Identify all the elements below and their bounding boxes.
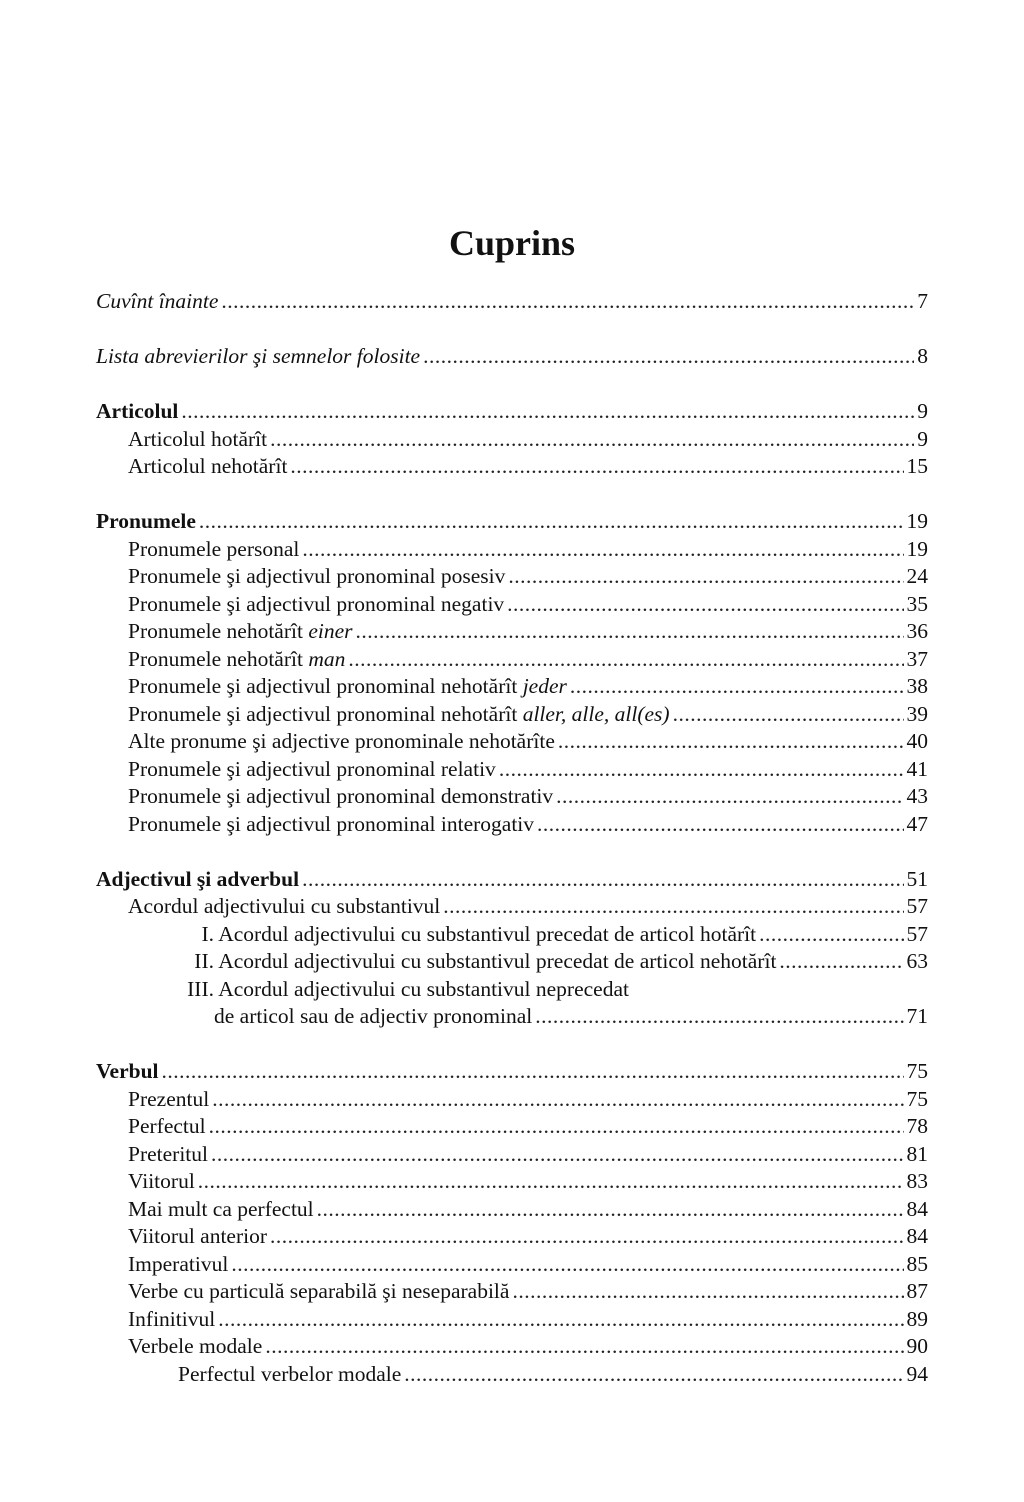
toc-entry-label: Perfectul verbelor modale [178,1361,402,1386]
toc-entry-continuation[interactable] [96,1003,928,1031]
dot-leader [348,646,903,674]
toc-section[interactable] [96,508,928,536]
toc-entry[interactable] [96,453,928,481]
dot-leader [265,1333,903,1361]
roman-numeral: III. [187,976,214,1001]
toc-page-number: 71 [906,1004,928,1028]
toc-entry-label: Verbele modale [128,1334,263,1358]
dot-leader [302,536,903,564]
toc-entry-label-text: Acordul adjectivului cu substantivul precedat de articol nehotărît [218,949,777,973]
table-of-contents [96,288,928,1388]
dot-leader [221,288,914,316]
toc-entry-label-italic: man [308,646,346,671]
toc-entry-label-text: Pronumele şi adjectivul pronominal nehotărît [128,701,518,726]
toc-entry[interactable] [96,1306,928,1334]
toc-entry[interactable] [96,948,928,976]
toc-entry[interactable] [96,1196,928,1224]
toc-entry-label: Pronumele personal [128,536,300,561]
toc-entry[interactable] [96,1223,928,1251]
toc-page-number: 35 [906,591,928,616]
toc-entry-label [162,921,756,949]
toc-page-number: 8 [917,344,928,368]
toc-page-number: 78 [906,1114,928,1138]
toc-entry-label [128,673,567,701]
toc-page-number: 57 [906,921,928,946]
toc-entry-label-italic: einer [308,619,353,643]
toc-entry[interactable] [96,1278,928,1306]
toc-entry-label: Acordul adjectivului cu substantivul [128,894,441,918]
dot-leader [198,1168,904,1196]
toc-page-number: 94 [906,1361,928,1386]
toc-entry-label: Viitorul anterior [128,1224,268,1248]
toc-entry-label [128,618,353,646]
dot-leader [162,1058,904,1086]
dot-leader [356,618,904,646]
toc-entry-label: Pronumele şi adjectivul pronominal posesiv [128,564,506,588]
toc-entry-label: Imperativul [128,1251,229,1276]
dot-leader [317,1196,904,1224]
toc-section-label: Pronumele [96,509,196,533]
toc-entry[interactable] [96,1086,928,1114]
toc-page-number: 19 [906,536,928,561]
toc-entry[interactable] [96,1141,928,1169]
toc-entry-label: Verbe cu particulă separabilă şi neseparabilă [128,1279,510,1303]
dot-leader [673,701,904,729]
toc-entry-label: Pronumele şi adjectivul pronominal relativ [128,756,496,781]
toc-entry-label: Pronumele şi adjectivul pronominal interogativ [128,811,535,836]
toc-entry-label: Viitorul [128,1169,195,1193]
dot-leader [423,343,914,371]
dot-leader [218,1306,903,1334]
toc-page-number: 84 [906,1224,928,1248]
toc-page-number: 43 [906,784,928,808]
roman-numeral: I. [201,921,214,946]
toc-page-number: 15 [906,454,928,478]
toc-entry[interactable] [96,618,928,646]
toc-entry[interactable] [96,728,928,756]
dot-leader [212,1086,903,1114]
toc-section[interactable] [96,1058,928,1086]
toc-entry[interactable] [96,1251,928,1279]
toc-page-number: 9 [917,426,928,451]
dot-leader [199,508,904,536]
dot-leader [556,783,903,811]
toc-entry-label: Prezentul [128,1086,210,1111]
toc-page-number: 19 [906,509,928,533]
toc-entry-label: Articolul nehotărît [128,454,288,478]
toc-entry-label-text: Acordul adjectivului cu substantivul neprecedat [218,976,629,1001]
dot-leader [508,563,903,591]
dot-leader [270,426,914,454]
dot-leader [302,866,903,894]
toc-entry[interactable] [96,563,928,591]
toc-entry-label [128,701,670,729]
toc-page-number: 40 [906,729,928,753]
dot-leader [507,591,903,619]
dot-leader [209,1113,904,1141]
toc-entry-label: Pronumele şi adjectivul pronominal demonstrativ [128,784,554,808]
toc-entry[interactable] [96,288,928,316]
toc-entry[interactable] [96,976,928,1004]
toc-entry[interactable] [96,811,928,839]
dot-leader [537,811,903,839]
toc-entry-label-text: Pronumele nehotărît [128,619,303,643]
toc-entry[interactable] [96,1168,928,1196]
toc-entry-label: Preteritul [128,1141,209,1166]
toc-entry[interactable] [96,701,928,729]
page-title: Cuprins [448,223,576,263]
dot-leader [499,756,904,784]
toc-entry[interactable] [96,921,928,949]
dot-leader [181,398,914,426]
toc-entry-label-text: Pronumele şi adjectivul pronominal nehotărît [128,674,518,698]
toc-page-number: 7 [917,289,928,313]
toc-entry-label-italic: aller, alle, all(es) [522,701,670,726]
toc-entry[interactable] [96,591,928,619]
toc-entry-label-text: Pronumele nehotărît [128,646,303,671]
toc-page-number: 51 [906,866,928,891]
dot-leader [759,921,903,949]
dot-leader [535,1003,903,1031]
toc-page-number: 75 [906,1086,928,1111]
dot-leader [290,453,903,481]
dot-leader [211,1141,903,1169]
toc-page-number: 83 [906,1169,928,1193]
toc-entry-label: de articol sau de adjectiv pronominal [214,1004,533,1028]
toc-page-number: 89 [906,1306,928,1331]
toc-entry-label: Lista abrevierilor şi semnelor folosite [96,344,421,368]
toc-entry-label: Infinitivul [128,1306,216,1331]
toc-entry[interactable] [96,646,928,674]
toc-entry[interactable] [96,1113,928,1141]
toc-page-number: 63 [906,949,928,973]
toc-page-number: 87 [906,1279,928,1303]
toc-entry-label: Cuvînt înainte [96,289,219,313]
toc-entry-label [128,646,345,674]
toc-entry-label: Articolul hotărît [128,426,268,451]
dot-leader [443,893,903,921]
roman-numeral: II. [194,949,214,973]
toc-entry[interactable] [96,1361,928,1389]
dot-leader [231,1251,903,1279]
dot-leader [270,1223,903,1251]
toc-page-number: 36 [906,619,928,643]
toc-entry[interactable] [96,536,928,564]
toc-page-number: 24 [906,564,928,588]
toc-page-number: 37 [906,646,928,671]
toc-page-number: 90 [906,1334,928,1358]
toc-entry[interactable] [96,673,928,701]
toc-entry-label-text: Acordul adjectivului cu substantivul precedat de articol hotărît [218,921,757,946]
toc-page-number: 75 [906,1059,928,1083]
toc-entry[interactable] [96,343,928,371]
toc-section-label: Verbul [96,1059,159,1083]
toc-entry[interactable] [96,783,928,811]
toc-section[interactable] [96,866,928,894]
toc-section-label: Articolul [96,399,179,423]
toc-entry-label: Mai mult ca perfectul [128,1196,314,1221]
toc-entry-label-italic: jeder [522,674,567,698]
dot-leader [512,1278,903,1306]
dot-leader [404,1361,903,1389]
toc-entry[interactable] [96,756,928,784]
toc-section-label: Adjectivul şi adverbul [96,866,300,891]
toc-page-number: 9 [917,399,928,423]
toc-entry-label: Pronumele şi adjectivul pronominal negativ [128,591,505,616]
toc-page-number: 84 [906,1196,928,1221]
toc-page-number: 41 [906,756,928,781]
toc-page-number: 57 [906,894,928,918]
dot-leader [779,948,903,976]
dot-leader [570,673,904,701]
toc-entry[interactable] [96,893,928,921]
toc-entry-label [162,948,776,976]
dot-leader [558,728,904,756]
toc-page-number: 85 [906,1251,928,1276]
toc-section[interactable] [96,398,928,426]
toc-entry-label: Perfectul [128,1114,206,1138]
toc-page-number: 39 [906,701,928,726]
toc-entry[interactable] [96,1333,928,1361]
toc-entry[interactable] [96,426,928,454]
toc-entry-label: Alte pronume şi adjective pronominale nehotărîte [128,729,555,753]
toc-page-number: 81 [906,1141,928,1166]
toc-page-number: 47 [906,811,928,836]
toc-page-number: 38 [906,674,928,698]
toc-entry-label [162,976,629,1004]
